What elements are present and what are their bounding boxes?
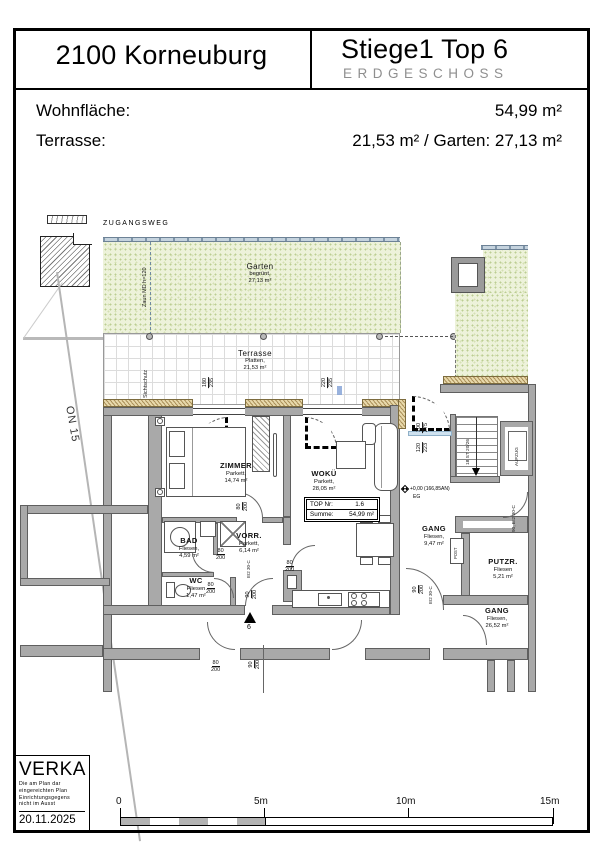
zimmer-south-wall [262,517,283,523]
terrasse-value: 21,53 m² / Garten: 27,13 m² [352,131,562,150]
top-number-label: TOP Nr: [310,501,333,508]
terrasse-label: Terrasse: [36,131,106,150]
garten-label: Garten begrünt, 27,13 m² [246,262,274,285]
disclaimer-line: Einrichtungsgegens [19,794,70,801]
pillow [169,463,185,489]
post-marker [260,333,267,340]
entrance-door-dim: 90 200 [245,589,259,600]
zugangsweg-label: ZUGANGSWEG [103,220,170,227]
gang-label: GANG Fliesen, 9,47 m² [421,524,447,547]
header-divider-h [13,88,587,90]
elevation-level: EG [413,494,421,500]
lamp-icon [157,418,163,424]
terrace-door-wokue [303,408,362,415]
sofa [374,423,398,491]
blanket-line [192,428,193,496]
neighbor-south-wall [20,645,103,657]
door-dim: $\frac{80}{200}$ [211,660,221,674]
aufzug-label: AUFZUG [514,447,519,466]
window-dim: 220 235 [321,377,335,388]
insulation [245,399,303,407]
top-summary-box [306,499,378,520]
elevation-marker-icon [401,485,409,493]
scale-segment [150,818,179,825]
entrance-glass-door [408,431,452,436]
dining-table [356,523,394,557]
wall-stub [487,660,495,692]
entrance-number: 6 [247,624,251,631]
elevation-value: +0,00 (166,85AN) [410,486,450,492]
page-title: 2100 Korneuburg [55,40,268,70]
corridor-south-wall [365,648,430,660]
site-line-branch [23,282,63,338]
scale-tick-label: 10m [396,796,416,807]
neighbor-wall [20,505,148,514]
stair-direction-arrow-icon [472,468,480,476]
wohnflaeche-value: 54,99 m² [494,101,562,120]
toilet-tank [166,582,175,598]
parcel-label: ON 15 [63,405,82,444]
stair-south-wall [450,476,500,483]
vestibule-door-dim: 100 275 [416,422,430,433]
zimmer-wokue-wall [283,517,291,545]
neighbor-wall [20,578,110,586]
bad-door-dim: $\frac{80}{200}$ [216,548,226,562]
scale-segment [265,818,552,825]
scale-segment [121,818,150,825]
neighbor-building-notch [73,233,92,245]
corridor-south-wall [103,648,200,660]
vorr-door-dim: $\frac{80}{200}$ [285,560,295,574]
door-swing [305,417,337,449]
entrance-arrow-icon [244,612,256,623]
putzr-south-wall [443,595,528,605]
scale-segment [179,818,208,825]
sichtschutz-label: Sichtschutz [143,369,149,398]
bad-label: BAD Fliesen, 4,59 m² [178,536,200,559]
wall-niche [463,521,513,528]
light-shaft-opening [458,263,478,287]
stair-block-north-wall [440,384,536,393]
door-dim: 90 200 [248,659,262,670]
elevation-marker [402,486,450,492]
scale-tick [553,808,554,824]
floor-subtitle: ERDGESCHOSS [343,66,509,81]
kitchen-sink [318,593,342,606]
zimmer-label: ZIMMER Parkett, 14,74 m² [220,461,252,484]
header-divider-v [310,28,312,90]
corridor-south-wall [240,648,330,660]
fire-rating-label: EI2 30-C [246,560,251,578]
garden-area-right [455,293,528,378]
zaun-label: Zaun MD h=120 [142,267,148,307]
cabinet [200,521,216,537]
chair [378,515,391,523]
insulation [103,399,193,407]
corridor-south-wall [443,648,528,660]
mirror [273,433,277,477]
stair-count-label: 18 ST 20/26 [466,438,471,465]
party-wall [148,415,162,607]
post-marker [376,333,383,340]
neighbor-wall [20,505,28,586]
burner-icon [361,593,367,599]
garden-boundary-dashed-v [455,335,456,378]
top-number-value: 1.6 [355,501,364,508]
disclaimer-line: nicht im Ausst [19,801,56,808]
top-sum-row [307,509,377,519]
disclaimer-line: Die am Plan dar [19,781,61,787]
door-swing [291,545,315,569]
wc-door-dim: $\frac{80}{200}$ [206,582,216,596]
putzr-door-dim: 90, EI2 30-C [512,505,517,532]
door-swing [332,620,362,650]
top-number-row [307,500,377,509]
burner-icon [351,600,357,606]
fire-door-dim: 90 200 [412,584,426,595]
zimmer-door-dim: 80 200 [236,501,250,512]
plan-date: 20.11.2025 [19,811,85,826]
door-swing [207,622,235,650]
door-line [263,645,264,693]
terrasse-plan-label: Terrasse Platten, 21,53 m² [238,349,272,372]
lamp-icon [157,489,163,495]
coffee-table [336,441,366,469]
duct-opening [287,575,297,589]
zimmer-wokue-wall [283,415,291,517]
wohnflaeche-label: Wohnfläche: [36,101,131,120]
scale-bar-track [120,817,553,826]
terrace-door-zimmer [193,408,245,415]
site-line-h [23,337,103,340]
insulation [398,399,406,429]
scale-tick-label: 15m [540,796,560,807]
top-sum-label: Summe: [310,511,334,518]
title-block-heading: VERKA [19,759,86,780]
title-block [14,755,90,830]
post-marker [146,333,153,340]
sofa-seat-line [381,426,382,488]
putzraum-label: PUTZR. Fliesen 5,21 m² [488,557,518,580]
disclaimer-line: eingereichten Plan [19,787,68,794]
vorraum-label: VORR. Parkett, 6,14 m² [236,531,262,554]
chair [360,557,373,565]
garden-boundary-dashed [385,336,453,337]
scale-tick-label: 0 [116,796,122,807]
scale-tick-label: 5m [254,796,268,807]
wokue-label: WOKÜ Parkett, 28,05 m² [311,469,337,492]
wc-label: WC Fliesen 1,47 m² [186,576,206,599]
stair-walk-line [476,417,477,469]
garden-area-right [483,250,528,293]
chair [378,557,391,565]
vestibule-door-dim: 120 223 [416,442,430,453]
faucet-icon [327,596,330,599]
post-label: POST [453,547,458,559]
pillow [169,431,185,457]
wall-stub [507,660,515,692]
unit-title: Stiege1 Top 6 [341,34,509,64]
gang-lower-label: GANG Fliesen, 26,52 m² [484,606,510,629]
burner-icon [361,600,367,606]
drain-marker [337,386,342,395]
top-sum-value: 54,99 m² [349,511,374,518]
scale-segment [208,818,237,825]
neighbor-structure [47,215,87,224]
burner-icon [351,593,357,599]
fire-rating-label: EI2 30-C [428,586,433,604]
window-dim: 180 235 [202,377,216,388]
apartment-south-wall [103,605,245,615]
scale-segment [237,818,265,825]
insulation [443,376,528,384]
